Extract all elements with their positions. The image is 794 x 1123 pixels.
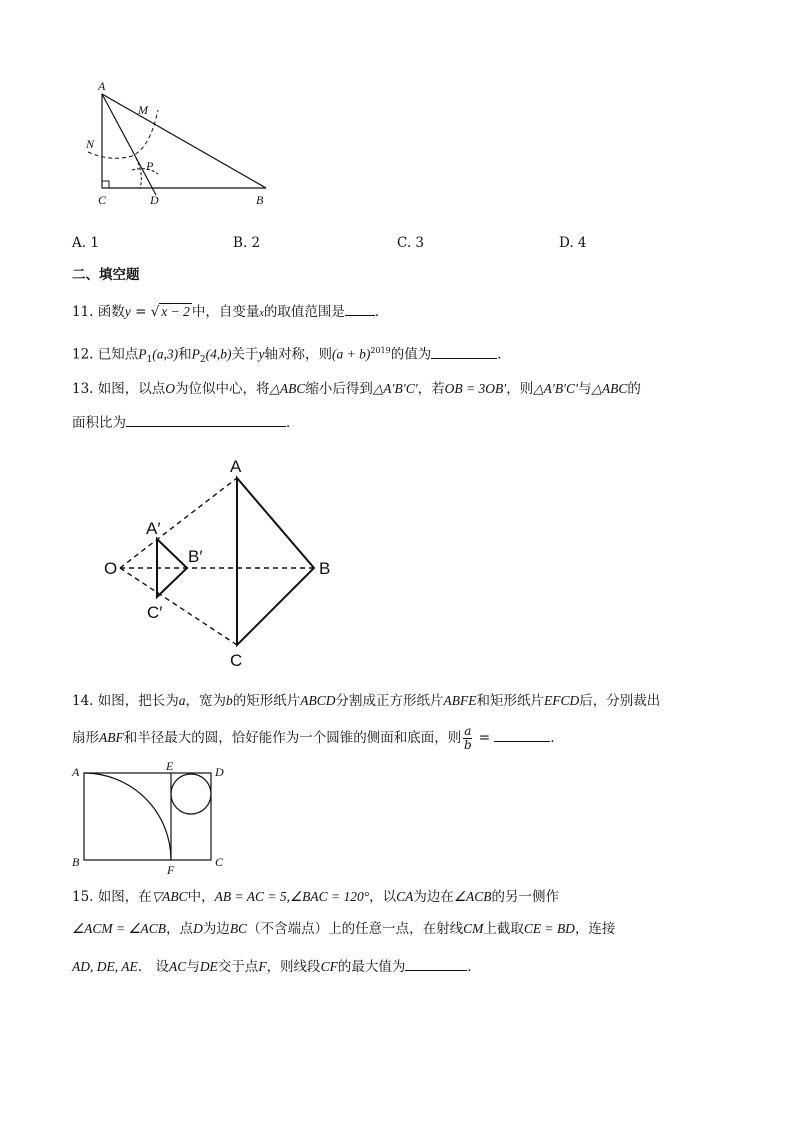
q14-frac-num: a xyxy=(464,724,472,738)
q12-text-1: 已知点 xyxy=(97,346,139,363)
q13-text-5: ，则 xyxy=(506,381,534,397)
q14-end: ． xyxy=(550,730,564,746)
q14-abcd: ABCD xyxy=(300,693,336,708)
q15-l3c: 与 xyxy=(186,959,200,975)
q13-text-1: 如图，以点 xyxy=(97,381,166,397)
q14-eq: = xyxy=(474,730,495,746)
label-e: E xyxy=(166,760,174,773)
question-11: 11. 函数y = √ x − 2 中，自变量x的取值范围是 ． xyxy=(72,301,388,323)
q12-p1-coord: (a,3) xyxy=(152,346,179,362)
q15-text-4: 为边在 xyxy=(413,889,454,905)
q12-expr: (a + b) xyxy=(332,346,371,362)
q15-number: 15. xyxy=(72,889,94,905)
q12-p1-sub: 1 xyxy=(146,355,153,366)
q11-eq: = xyxy=(130,304,151,320)
q11-text-2: 中，自变量 xyxy=(191,304,260,320)
q12-y: y xyxy=(258,346,265,362)
q13-end: ． xyxy=(286,415,300,431)
q15-ca: CA xyxy=(396,889,414,904)
q15-l3f: 的最大值为 xyxy=(337,959,406,975)
label-c-prime: C′ xyxy=(147,603,163,622)
q15-cf: CF xyxy=(320,959,338,974)
q14-line2a: 扇形 xyxy=(72,730,99,746)
q14-number: 14. xyxy=(72,693,94,709)
q12-text-4: 的值为 xyxy=(390,346,432,363)
q14-fraction xyxy=(463,725,472,752)
q11-number: 11. xyxy=(72,304,94,320)
q15-text-5: 的另一侧作 xyxy=(491,889,559,905)
question-15 xyxy=(72,888,559,906)
inscribed-circle xyxy=(171,774,211,814)
figure-3-rectangle xyxy=(68,760,238,880)
question-13 xyxy=(72,380,641,398)
q15-text-1: 如图，在 xyxy=(97,889,152,905)
q13-text-2: 为位似中心，将 xyxy=(175,381,270,397)
option-b: B. 2 xyxy=(233,235,261,251)
q12-text-3: 轴对称，则 xyxy=(264,346,332,363)
option-a: A. 1 xyxy=(72,235,99,251)
label-f: F xyxy=(167,863,175,877)
q14-a: a xyxy=(178,693,186,708)
question-15-line-2 xyxy=(72,920,615,938)
label-d: D xyxy=(150,193,159,207)
label-d: D xyxy=(215,765,224,779)
figure-2-homothety xyxy=(96,450,356,675)
q12-exp: 2019 xyxy=(370,346,391,355)
q14-text-4: 分割成正方形纸片 xyxy=(335,693,444,709)
label-n: N xyxy=(86,137,95,151)
q11-text-1: 函数 xyxy=(97,304,125,320)
q11-end: ． xyxy=(374,304,389,320)
q15-l2f: ，连接 xyxy=(574,921,616,937)
q15-de: DE xyxy=(199,959,218,974)
q11-x: x xyxy=(259,308,264,319)
q15-text-2: 中， xyxy=(187,889,215,905)
option-d: D. 4 xyxy=(559,235,587,251)
q13-number: 13. xyxy=(72,381,94,397)
q14-text-6: 后，分别裁出 xyxy=(579,693,661,709)
q12-p2-coord: (4,b) xyxy=(205,346,232,362)
q13-cond: OB = 3OB′ xyxy=(444,381,507,396)
label-a: A xyxy=(230,457,242,476)
q14-answer-blank[interactable] xyxy=(494,727,550,742)
question-13-line-2 xyxy=(72,412,300,432)
q13-tri3: △A′B′C′ xyxy=(533,381,578,396)
q12-and: 和 xyxy=(178,346,192,363)
q13-answer-blank[interactable] xyxy=(126,412,286,427)
figure-1-triangle xyxy=(70,70,290,220)
label-c: C xyxy=(230,651,243,670)
q15-l3b: ． 设 xyxy=(137,959,170,975)
q15-text-3: ，以 xyxy=(369,889,397,905)
triangle-abc xyxy=(237,478,314,645)
q14-line2b: 和半径最大的圆，恰好能作为一个圆锥的侧面和底面，则 xyxy=(123,730,462,746)
label-a: A xyxy=(98,79,106,93)
q15-f: F xyxy=(258,959,267,974)
q12-text-2: 关于 xyxy=(231,346,259,363)
q15-bc: BC xyxy=(229,921,248,936)
dash-oc xyxy=(120,568,237,645)
q11-y: y xyxy=(124,304,131,319)
q12-p2: P xyxy=(191,346,200,362)
q15-l2d: （不含端点）上的任意一点，在射线 xyxy=(247,921,464,937)
q13-text-7: 的 xyxy=(627,381,641,397)
q12-p1: P xyxy=(138,346,147,362)
label-b: B xyxy=(256,193,264,207)
q15-cm: CM xyxy=(463,921,484,936)
q14-text-3: 的矩形纸片 xyxy=(232,693,301,709)
q15-l3e: ，则线段 xyxy=(266,959,321,975)
q14-b: b xyxy=(226,693,233,708)
question-14 xyxy=(72,692,660,710)
rect-abcd xyxy=(84,773,211,860)
q12-number: 12. xyxy=(72,346,94,363)
q13-text-4: ，若 xyxy=(417,381,445,397)
dash-oa xyxy=(120,478,237,568)
q15-l2a: ∠ACM = ∠ACB xyxy=(72,921,167,936)
q15-ac: AC xyxy=(169,959,187,974)
q15-cebd: CE = BD xyxy=(523,921,575,936)
label-b-prime: B′ xyxy=(188,547,203,566)
q14-abf: ABF xyxy=(99,730,124,745)
question-12 xyxy=(72,342,511,369)
label-o: O xyxy=(104,559,118,578)
q15-ang: ∠ACB xyxy=(453,889,492,904)
label-b: B xyxy=(72,855,80,869)
q15-l3a: AD, DE, AE xyxy=(72,959,138,974)
label-p: P xyxy=(146,159,154,173)
q15-cond1: AB = AC = 5,∠BAC = 120° xyxy=(214,889,370,904)
label-c: C xyxy=(98,193,107,207)
q13-tri1: △ABC xyxy=(269,381,306,396)
q13-text-3: 缩小后得到 xyxy=(305,381,373,397)
option-c: C. 3 xyxy=(397,235,425,251)
label-b: B xyxy=(319,559,331,578)
q13-tri2: △A′B′C′ xyxy=(372,381,418,396)
q11-text-3: 的取值范围是 xyxy=(263,304,345,320)
arc-af xyxy=(84,773,171,860)
q11-answer-blank[interactable] xyxy=(345,301,375,316)
q15-l2e: 上截取 xyxy=(483,921,524,937)
q15-answer-blank[interactable] xyxy=(405,956,467,971)
q13-o: O xyxy=(165,381,176,396)
q14-text-1: 如图，把长为 xyxy=(97,693,179,709)
q15-l3d: 交于点 xyxy=(217,959,259,975)
q11-radicand: x − 2 xyxy=(161,304,190,319)
q13-tri4: △ABC xyxy=(591,381,628,396)
label-m: M xyxy=(138,103,148,117)
label-a-prime: A′ xyxy=(146,519,161,538)
label-c: C xyxy=(215,855,224,869)
question-14-line-2 xyxy=(72,724,564,752)
triangle-a1b1c1 xyxy=(157,539,187,597)
question-15-line-3 xyxy=(72,956,481,976)
q14-efcd: EFCD xyxy=(544,693,580,708)
label-a: A xyxy=(72,765,80,779)
q15-end: ． xyxy=(467,959,481,975)
q13-text-6: 与 xyxy=(577,381,592,397)
q15-l2c: 为边 xyxy=(202,921,230,937)
q15-tri: ▽ABC xyxy=(151,889,188,904)
q14-text-2: ，宽为 xyxy=(185,693,227,709)
q14-abfe: ABFE xyxy=(443,693,477,708)
q14-frac-den: b xyxy=(463,738,472,752)
q13-line2: 面积比为 xyxy=(72,415,126,431)
q14-text-5: 和矩形纸片 xyxy=(476,693,545,709)
q12-p2-sub: 2 xyxy=(199,355,206,366)
q12-answer-blank[interactable] xyxy=(431,344,497,359)
q12-end: ． xyxy=(497,346,511,363)
q15-d: D xyxy=(193,921,203,936)
right-angle-marker xyxy=(102,181,109,188)
section-title: 二、填空题 xyxy=(72,267,140,283)
q15-l2b: ，点 xyxy=(166,921,194,937)
